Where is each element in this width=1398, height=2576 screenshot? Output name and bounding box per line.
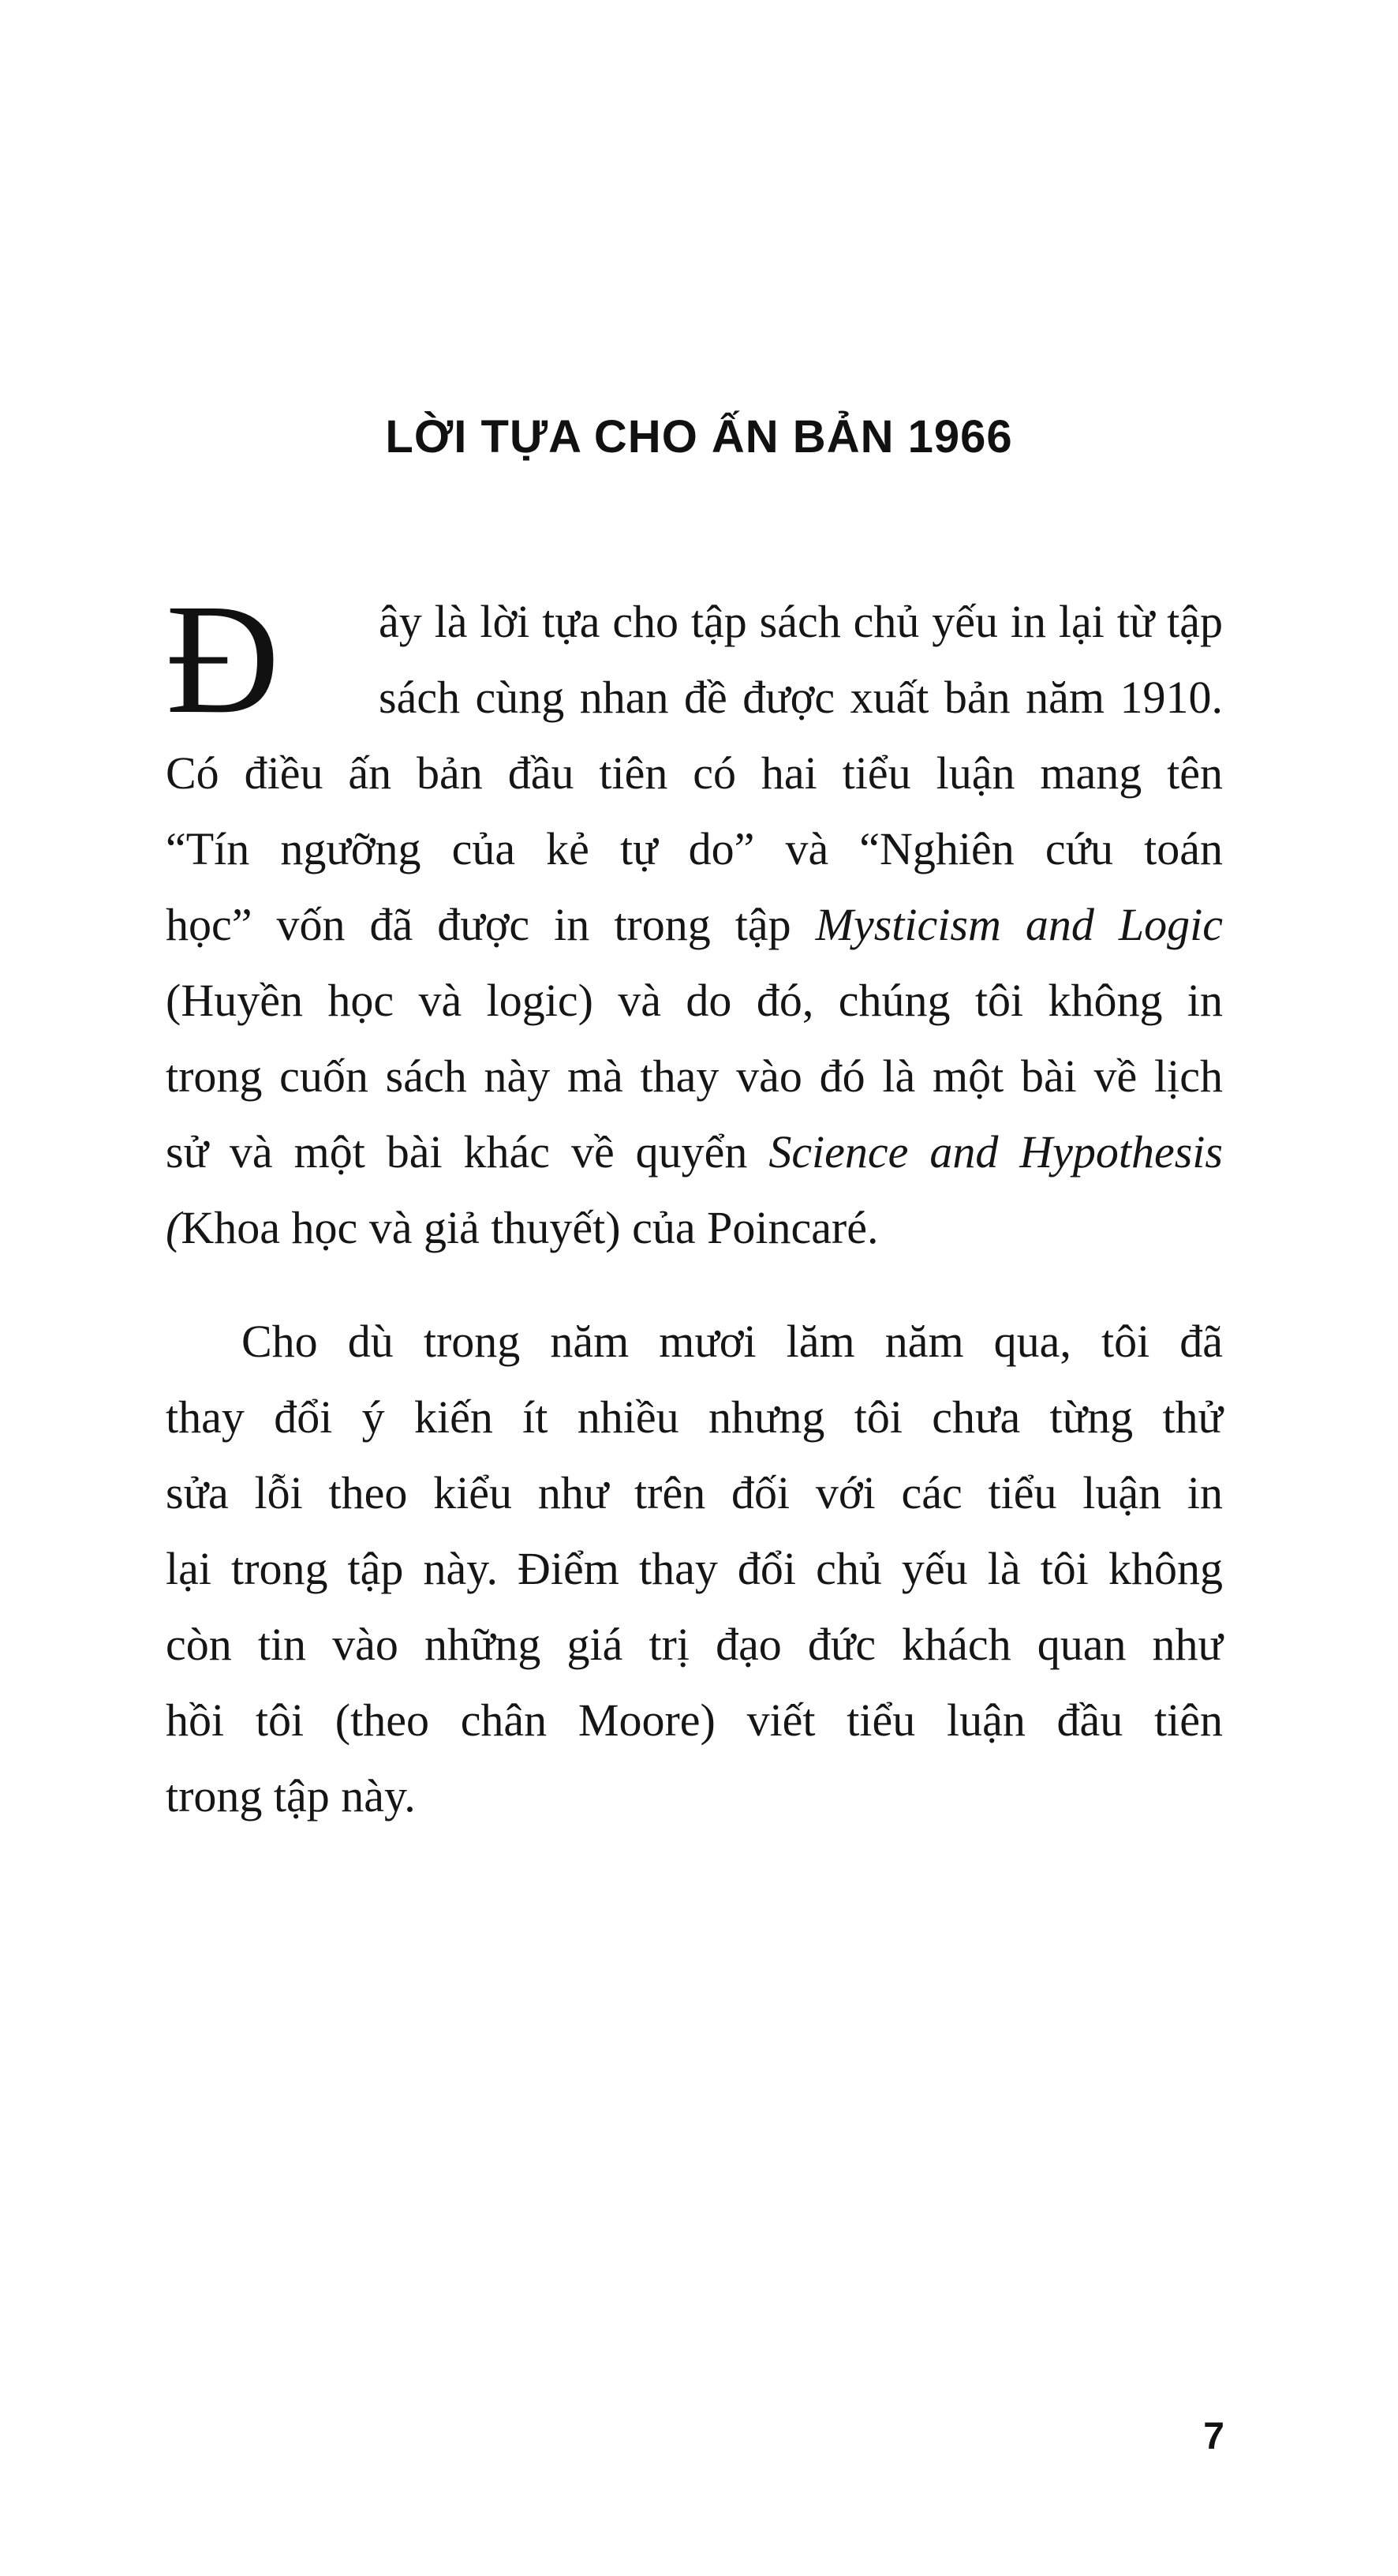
paragraph-1-line-2: sách cùng nhan đề được xuất bản năm 1910. bbox=[379, 672, 1223, 723]
paragraph-1-line-3: Có điều ấn bản đầu tiên có hai tiểu luận mang tên bbox=[166, 747, 1223, 799]
paragraph-1-line-4: “Tín ngưỡng của kẻ tự do” và “Nghiên cứu toán bbox=[166, 823, 1223, 874]
paragraph-1-line-9-paren: ( bbox=[166, 1202, 181, 1253]
paragraph-2-line-2: thay đổi ý kiến ít nhiều nhưng tôi chưa từng thử bbox=[166, 1391, 1223, 1443]
paragraph-1 bbox=[166, 572, 1223, 1266]
paragraph-2-line-1: Cho dù trong năm mươi lăm năm qua, tôi đã bbox=[241, 1316, 1223, 1367]
book-title-mysticism-and-logic: Mysticism and Logic bbox=[815, 899, 1223, 950]
paragraph-1-line-5-text: học” vốn đã được in trong tập bbox=[166, 899, 816, 950]
paragraph-2-line-7: trong tập này. bbox=[166, 1770, 416, 1822]
paragraph-1-line-6: (Huyền học và logic) và do đó, chúng tôi không in bbox=[166, 975, 1223, 1026]
paragraph-2-line-4: lại trong tập này. Điểm thay đổi chủ yếu là tôi không bbox=[166, 1543, 1223, 1594]
page-number: 7 bbox=[1203, 2416, 1224, 2458]
book-title-science-and-hypothesis: Science and Hypothesis bbox=[768, 1126, 1223, 1178]
paragraph-1-line-8 bbox=[166, 1114, 1223, 1190]
paragraph-1-line-1: ây là lời tựa cho tập sách chủ yếu in lại từ tập bbox=[379, 596, 1223, 647]
drop-cap: Đ bbox=[166, 572, 280, 747]
paragraph-2-line-3: sửa lỗi theo kiểu như trên đối với các tiểu luận in bbox=[166, 1467, 1223, 1518]
paragraph-1-line-9-text: Khoa học và giả thuyết) của Poincaré. bbox=[181, 1202, 879, 1253]
paragraph-2-line-5: còn tin vào những giá trị đạo đức khách quan như bbox=[166, 1619, 1223, 1670]
paragraph-1-line-7: trong cuốn sách này mà thay vào đó là một bài về lịch bbox=[166, 1050, 1223, 1102]
paragraph-1-line-9 bbox=[166, 1190, 1223, 1266]
chapter-heading: LỜI TỰA CHO ẤN BẢN 1966 bbox=[385, 411, 1013, 462]
paragraph-1-line-5 bbox=[166, 887, 1223, 963]
paragraph-2-line-6: hồi tôi (theo chân Moore) viết tiểu luận đầu tiên bbox=[166, 1694, 1223, 1746]
paragraph-1-line-8-text: sử và một bài khác về quyển bbox=[166, 1126, 769, 1178]
paragraph-2 bbox=[166, 1304, 1223, 1834]
